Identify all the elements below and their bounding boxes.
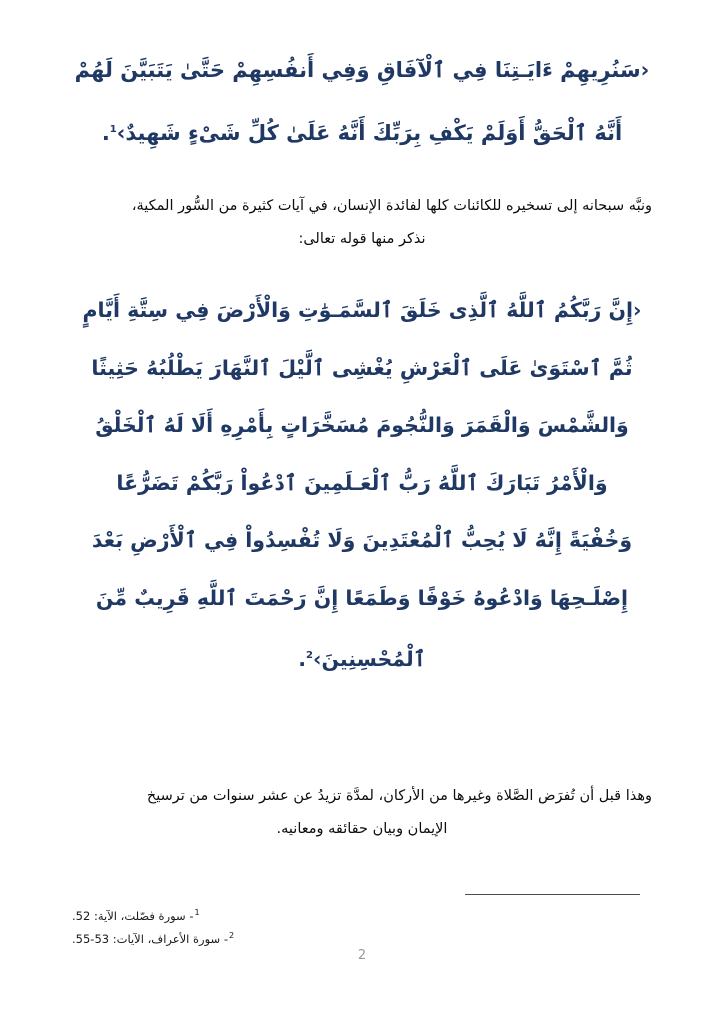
footnote-list [72,903,640,949]
quran-line-punctuation: . [298,646,307,671]
quran-line [72,100,652,163]
quran-line: وَالْأَمْرُ تَبَارَكَ ٱللَّهُ رَبُّ ٱلْعَـلَمِينَ ٱدْعُواْ رَبَّكُمْ تَضَرُّعًا [116,470,608,495]
footnote-text: - سورة فصّلت، الآية: 52. [72,908,194,923]
page-number: 2 [357,948,367,963]
quran-quotation-al-araf [72,282,652,688]
quran-line: ‹إِنَّ رَبَّكُمُ ٱللَّهُ ٱلَّذِى خَلَقَ ٱلسَّمَـوَٰتِ وَالْأَرْضَ فِي سِتَّةِ أَيَّامٍ [82,298,642,322]
prose-line: وهذا قبل أن تُفرَض الصَّلاة وغيرها من الأركان، لمدَّة تزيدُ عن عشر سنوات من ترسيخ [146,788,652,804]
footnote-reference: 2 [306,650,314,661]
quran-line [72,627,652,688]
prose-paragraph-second [72,780,652,846]
footnote-separator [465,894,640,895]
quran-line: ‹سَنُرِيهِمْ ءَايَـتِنَا فِي ٱلْآفَاقِ وَفِي أَنفُسِهِمْ حَتَّىٰ يَتَبَيَّنَ لَهُمْ [74,58,650,82]
quran-line-punctuation: . [101,121,110,145]
quran-line-text: أَنَّهُ ٱلْحَقُّ أَوَلَمْ يَكْفِ بِرَبِّكَ أَنَّهُ عَلَىٰ كُلِّ شَىْءٍ شَهِيدٌ› [116,121,623,145]
prose-line: الإيمان وبيان حقائقه ومعانيه. [276,821,448,837]
quran-line-text: ٱلْمُحْسِنِينَ› [313,646,426,671]
quran-line: وَخُفْيَةً إِنَّهُ لَا يُحِبُّ ٱلْمُعْتَدِينَ وَلَا تُفْسِدُواْ فِي ٱلْأَرْضِ بَعْدَ [91,528,633,552]
footnote-item [72,903,640,926]
quran-line: إِصْلَـحِهَا وَادْعُوهُ خَوْفًا وَطَمَعًا إِنَّ رَحْمَتَ ٱللَّهِ قَرِيبٌ مِّنَ [95,585,629,610]
footnote-reference: 1 [109,124,117,135]
prose-line: ونبَّه سبحانه إلى تسخيره للكائنات كلها لفائدة الإنسان، في آيات كثيرة من السُّور المكية، [131,198,652,214]
footnote-item [72,926,640,949]
quran-line: وَالشَّمْسَ وَالْقَمَرَ وَالنُّجُومَ مُسَخَّرَاتٍ بِأَمْرِهِ أَلَا لَهُ ٱلْخَلْقُ [95,413,629,437]
prose-paragraph-first [72,190,652,256]
quran-quotation-fussilat [72,40,652,163]
quran-line: ثُمَّ ٱسْتَوَىٰ عَلَى ٱلْعَرْشِ يُغْشِى ٱلَّيْلَ ٱلنَّهَارَ يَطْلُبُهُ حَثِيثًا [91,355,633,380]
footnote-number: 1 [194,908,200,917]
prose-line: نذكر منها قوله تعالى: [298,231,426,247]
footnote-text: - سورة الأعراف، الآيات: 53-55. [72,931,228,946]
footnote-number: 2 [228,930,235,940]
